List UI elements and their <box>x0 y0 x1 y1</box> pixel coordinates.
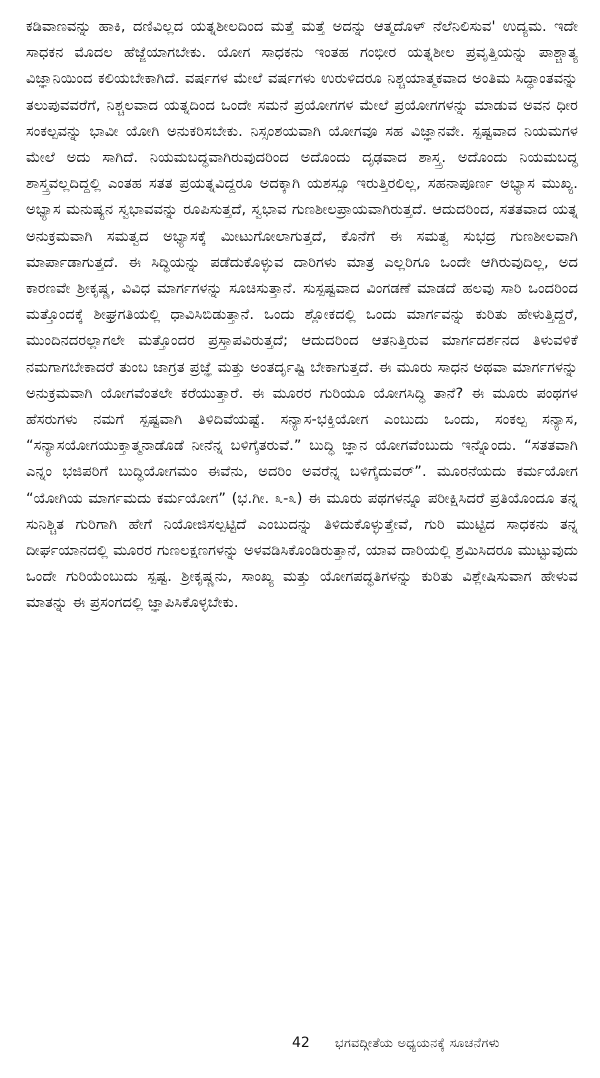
page-footer <box>0 1028 600 1058</box>
page-number: 42 <box>292 1035 310 1051</box>
body-paragraph: ಕಡಿವಾಣವನ್ನು ಹಾಕಿ, ದಣಿವಿಲ್ಲದ ಯತ್ನಶೀಲದಿಂದ ಮತ್ತೆ ಮತ್ತೆ ಅದನ್ನು ಆತ್ಮದೊಳ್ ನೆಲೆನಿಲಿಸುವ' ಉದ್ಯಮ. ಇದೇ ಸಾಧಕನ ಮೊದಲ ಹೆಜ್ಜೆಯಾಗಬೇಕು. ಯೋಗ ಸಾಧಕನು ಇಂತಹ ಗಂಭೀರ ಯತ್ನಶೀಲ ಪ್ರವೃತ್ತಿಯನ್ನು ಪಾಶ್ಚಾತ್ಯ ವಿಜ್ಞಾನಿಯಿಂದ ಕಲಿಯಬೇಕಾಗಿದೆ. ವರ್ಷಗಳ ಮೇಲೆ ವರ್ಷಗಳು ಉರುಳಿದರೂ ನಿಶ್ಚಯಾತ್ಮಕವಾದ ಅಂತಿಮ ಸಿದ್ಧಾಂತವನ್ನು ತಲುಪುವವರೆಗೆ, ನಿಶ್ಚಲವಾದ ಯತ್ನದಿಂದ ಒಂದೇ ಸಮನೆ ಪ್ರಯೋಗಗಳ ಮೇಲೆ ಪ್ರಯೋಗಗಳನ್ನು ಮಾಡುವ ಅವನ ಧೀರ ಸಂಕಲ್ಪವನ್ನು ಭಾವೀ ಯೋಗಿ ಅನುಕರಿಸಬೇಕು. ನಿಸ್ಸಂಶಯವಾಗಿ ಯೋಗವೂ ಸಹ ವಿಜ್ಞಾನವೇ. ಸ್ಪಷ್ಟವಾದ ನಿಯಮಗಳ ಮೇಲೆ ಅದು ಸಾಗಿದೆ. ನಿಯಮಬದ್ಧವಾಗಿರುವುದರಿಂದ ಅದೊಂದು ದೃಢವಾದ ಶಾಸ್ತ್ರ. ಅದೊಂದು ನಿಯಮಬದ್ಧ ಶಾಸ್ತ್ರವಲ್ಲದಿದ್ದಲ್ಲಿ ಎಂತಹ ಸತತ ಪ್ರಯತ್ನವಿದ್ದರೂ ಅದಕ್ಕಾಗಿ ಯಶಸ್ಸೂ ಇರುತ್ತಿರಲಿಲ್ಲ, ಸಹನಾಪೂರ್ಣ ಅಭ್ಯಾಸ ಮುಖ್ಯ. ಅಭ್ಯಾಸ ಮನುಷ್ಯನ ಸ್ವಭಾವವನ್ನು ರೂಪಿಸುತ್ತದೆ, ಸ್ವಭಾವ ಗುಣಶೀಲಪ್ರಾಯವಾಗಿರುತ್ತದೆ. ಆದುದರಿಂದ, ಸತತವಾದ ಯತ್ನ ಅನುಕ್ರಮವಾಗಿ ಸಮತ್ವದ ಅಭ್ಯಾಸಕ್ಕೆ ಮೀಟುಗೋಲಾಗುತ್ತದೆ, ಕೊನೆಗೆ ಈ ಸಮತ್ವ ಸುಭದ್ರ ಗುಣಶೀಲವಾಗಿ ಮಾರ್ಪಾಡಾಗುತ್ತದೆ. ಈ ಸಿದ್ಧಿಯನ್ನು ಪಡೆದುಕೊಳ್ಳುವ ದಾರಿಗಳು ಮಾತ್ರ ಎಲ್ಲರಿಗೂ ಒಂದೇ ಆಗಿರುವುದಿಲ್ಲ, ಅದ ಕಾರಣವೇ ಶ್ರೀಕೃಷ್ಣ, ವಿವಿಧ ಮಾರ್ಗಗಳನ್ನು ಸೂಚಿಸುತ್ತಾನೆ. ಸುಸ್ಪಷ್ಟವಾದ ವಿಂಗಡಣೆ ಮಾಡದೆ ಹಲವು ಸಾರಿ ಒಂದರಿಂದ ಮತ್ತೊಂದಕ್ಕೆ ಶೀಘ್ರಗತಿಯಲ್ಲಿ ಧಾವಿಸಿಬಿಡುತ್ತಾನೆ. ಒಂದು ಶ್ಲೋಕದಲ್ಲಿ ಒಂದು ಮಾರ್ಗವನ್ನು ಕುರಿತು ಹೇಳುತ್ತಿದ್ದರೆ, ಮುಂದಿನದರಲ್ಲಾಗಲೇ ಮತ್ತೊಂದರ ಪ್ರಸ್ತಾಪವಿರುತ್ತದೆ; ಆದುದರಿಂದ ಆತನಿತ್ತಿರುವ ಮಾರ್ಗದರ್ಶನದ ತಿಳುವಳಿಕೆ ನಮಗಾಗಬೇಕಾದರೆ ತುಂಬ ಜಾಗ್ರತ ಪ್ರಜ್ಞೆ ಮತ್ತು ಅಂತರ್ದೃಷ್ಟಿ ಬೇಕಾಗುತ್ತದೆ. ಈ ಮೂರು ಸಾಧನ ಅಥವಾ ಮಾರ್ಗಗಳನ್ನು ಅನುಕ್ರಮವಾಗಿ ಯೋಗವೆಂತಲೇ ಕರೆಯುತ್ತಾರೆ. ಈ ಮೂರರ ಗುರಿಯೂ ಯೋಗಸಿದ್ಧಿ ತಾನೆ? ಈ ಮೂರು ಪಂಥಗಳ ಹೆಸರುಗಳು ನಮಗೆ ಸ್ಪಷ್ಟವಾಗಿ ತಿಳಿದಿವೆಯಷ್ಟೆ. ಸನ್ಯಾಸ-ಭಕ್ತಿಯೋಗ ಎಂಬುದು ಒಂದು, ಸಂಕಲ್ಪ ಸನ್ಯಾಸ, “ಸನ್ಯಾಸಯೋಗಯುಕ್ತಾತ್ಮನಾಡೊಡೆ ನೀನೆನ್ನ ಬಳಿಗೈತರುವೆ.” ಬುದ್ಧಿ ಜ್ಞಾನ ಯೋಗವೆಂಬುದು ಇನ್ನೊಂದು. “ಸತತವಾಗಿ ಎನ್ನಂ ಭಜಿಪರಿಗೆ ಬುದ್ಧಿಯೋಗಮಂ ಈವೆನು, ಅದರಿಂ ಅವರೆನ್ನ ಬಳಿಗೈದುವರ್”. ಮೂರನೆಯದು ಕರ್ಮಯೋಗ “ಯೋಗಿಯ ಮಾರ್ಗಮದು ಕರ್ಮಯೋಗ” (ಭ.ಗೀ. ೩-೩) ಈ ಮೂರು ಪಥಗಳನ್ನೂ ಪರೀಕ್ಷಿಸಿದರೆ ಪ್ರತಿಯೊಂದೂ ತನ್ನ ಸುನಿಶ್ಚಿತ ಗುರಿಗಾಗಿ ಹೇಗೆ ನಿಯೋಜಿಸಲ್ಪಟ್ಟಿದೆ ಎಂಬುದನ್ನು ತಿಳಿದುಕೊಳ್ಳುತ್ತೇವೆ, ಗುರಿ ಮುಟ್ಟಿದ ಸಾಧಕನು ತನ್ನ ದೀರ್ಘಯಾನದಲ್ಲಿ ಮೂರರ ಗುಣಲಕ್ಷಣಗಳನ್ನು ಅಳವಡಿಸಿಕೊಂಡಿರುತ್ತಾನೆ, ಯಾವ ದಾರಿಯಲ್ಲಿ ಶ್ರಮಿಸಿದರೂ ಮುಟ್ಟುವುದು ಒಂದೇ ಗುರಿಯೆಂಬುದು ಸ್ಪಷ್ಟ. ಶ್ರೀಕೃಷ್ಣನು, ಸಾಂಖ್ಯ ಮತ್ತು ಯೋಗಪದ್ಧತಿಗಳನ್ನು ಕುರಿತು ವಿಶ್ಲೇಷಿಸುವಾಗ ಹೇಳುವ ಮಾತನ್ನು ಈ ಪ್ರಸಂಗದಲ್ಲಿ ಜ್ಞಾಪಿಸಿಕೊಳ್ಳಬೇಕು. <box>26 18 578 612</box>
running-title: ಭಗವದ್ಗೀತೆಯ ಅಧ್ಯಯನಕ್ಕೆ ಸೂಚನೆಗಳು <box>335 1035 500 1050</box>
